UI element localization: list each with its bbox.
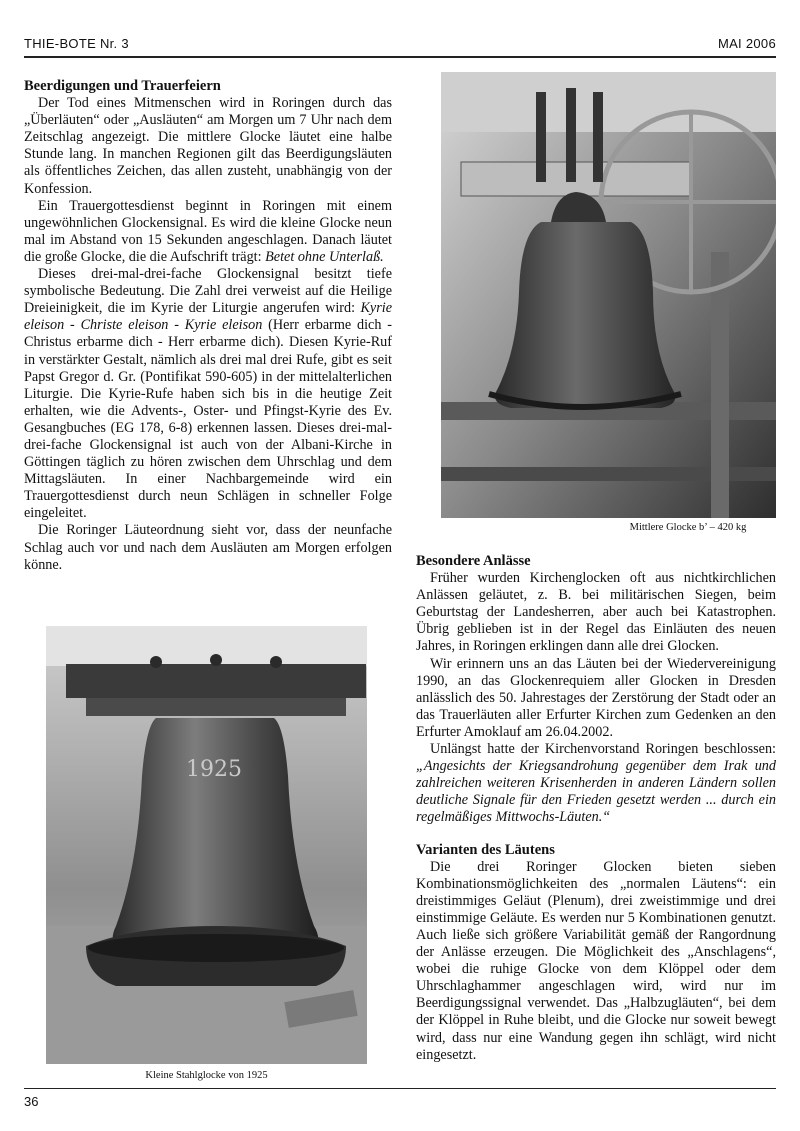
- page-number: 36: [24, 1094, 39, 1109]
- paragraph: Unlängst hatte der Kirchenvorstand Roringen beschlossen: „Angesichts der Kriegsandrohung gegenüber dem Irak und zahlreichen weiteren Krisenherden in anderen Ländern sollen deutliche Signale für den Frieden gesetzt werden ... durch ein regelmäßiges Mittwochs-Läuten.“: [416, 741, 776, 826]
- paragraph: Die Roringer Läuteordnung sieht vor, dass der neunfache Schlag auch vor und nach dem Ausläuten am Morgen erfolgen könne.: [24, 522, 392, 573]
- caption-mittlere-glocke: Mittlere Glocke b’ – 420 kg: [629, 522, 747, 533]
- section-title-beerdigungen: Beerdigungen und Trauerfeiern: [24, 78, 221, 94]
- issue-date: MAI 2006: [717, 36, 776, 51]
- photo-stahlglocke: [46, 626, 367, 1064]
- paragraph: Ein Trauergottesdienst beginnt in Roringen mit einem ungewöhnlichen Glockensignal. Es wird die kleine Glocke neun mal im Abstand von 15 Sekunden angeschlagen. Danach läutet die große Glocke, die die Aufschrift trägt: Betet ohne Unterlaß.: [24, 197, 392, 265]
- steel-bell-image: [46, 626, 367, 1064]
- section-title-besondere-anlaesse: Besondere Anlässe: [416, 553, 531, 569]
- paragraph: Wir erinnern uns an das Läuten bei der Wiedervereinigung 1990, an das Glockenrequiem aller Glocken in Dresden anlässlich des 50. Jahrestages der Zerstörung der Stadt oder an das Trauerläuten aller Erfurter Kirchen zum Gedenken an den Erfurter Amoklauf am 26.04.2002.: [416, 655, 776, 740]
- bell-in-tower-image: [441, 72, 776, 518]
- publication-title: THIE-BOTE Nr. 3: [24, 36, 129, 51]
- caption-stahlglocke: Kleine Stahlglocke von 1925: [145, 1070, 268, 1081]
- section-title-varianten: Varianten des Läutens: [416, 841, 555, 858]
- left-column: [24, 78, 392, 574]
- paragraph: Dieses drei-mal-drei-fache Glockensignal besitzt tiefe symbolische Bedeutung. Die Zahl drei verweist auf die Heilige Dreieinigkeit, die im Kyrie der Liturgie angerufen wird: Kyrie eleison - Christe eleison - Kyrie eleison (Herr erbarme dich - Christus erbarme dich - Herr erbarme dich). Diesen Kyrie-Ruf in verstärkter Gestalt, nämlich als drei mal drei Rufe, gibt es seit Papst Gregor d. Gr. (Pontifikat 590-605) in der mittelalterlichen Liturgie. Die Kyrie-Rufe haben sich bis in die heutige Zeit erhalten, wie die Advents-, Oster- und Pfingst-Kyrie des Ev. Gesangbuches (EG 178, 6-8) erkennen lassen. Dieses drei-mal-drei-fache Glockensignal ist auch von der Albani-Kirche in Göttingen täglich zu hören zwischen dem Uhrschlag und dem Mittagsläuten. In einer Nachbargemeinde wird ein Trauergottesdienst durch neun Schlägen in schneller Folge eingeleitet.: [24, 266, 393, 522]
- paragraph: Früher wurden Kirchenglocken oft aus nichtkirchlichen Anlässen geläutet, z. B. bei militärischen Siegen, beim Geburtstag der Landesherren, aber auch bei Katastrophen. Übrig geblieben ist in der Regel das Einläuten des neuen Jahres, in Roringen erklingen dann alle drei Glocken.: [416, 570, 776, 655]
- running-header: [24, 36, 776, 56]
- footer-rule: [24, 1088, 776, 1089]
- paragraph: Die drei Roringer Glocken bieten sieben Kombinationsmöglichkeiten des „normalen Läutens“: ein dreistimmiges Geläut (Plenum), drei zweistimmige und drei einstimmige Geläute. Es werden nur 5 Kombinationen genutzt. Auch ließe sich größere Variabilität gemäß der Rangordnung der Anlässe erzeugen. Die Möglichkeit des „Anschlagens“, wobei die ruhige Glocke von dem Klöppel oder dem Uhrschlaghammer angeschlagen wird, wird nur im Beerdigungssignal verwendet. Das „Halbzugläuten“, bei dem der Klöppel in Ruhe bleibt, und die Glocke nur soweit bewegt wird, dass nur eine Wandung gegen ihn schlägt, wird nicht eingesetzt.: [416, 858, 776, 1063]
- header-rule: [24, 56, 776, 58]
- paragraph: Der Tod eines Mitmenschen wird in Roringen durch das „Überläuten“ oder „Ausläuten“ am Morgen um 7 Uhr nach dem Zeitschlag angezeigt. Die mittlere Glocke läutet eine halbe Stunde lang. In manchen Regionen gilt das Beerdigungsläuten als öffentliches Zeichen, das allen zusteht, unabhängig von der Konfession.: [24, 95, 392, 197]
- bell-inscription-year: 1925: [186, 757, 242, 782]
- photo-mittlere-glocke: [441, 72, 776, 518]
- right-column: [416, 553, 776, 1064]
